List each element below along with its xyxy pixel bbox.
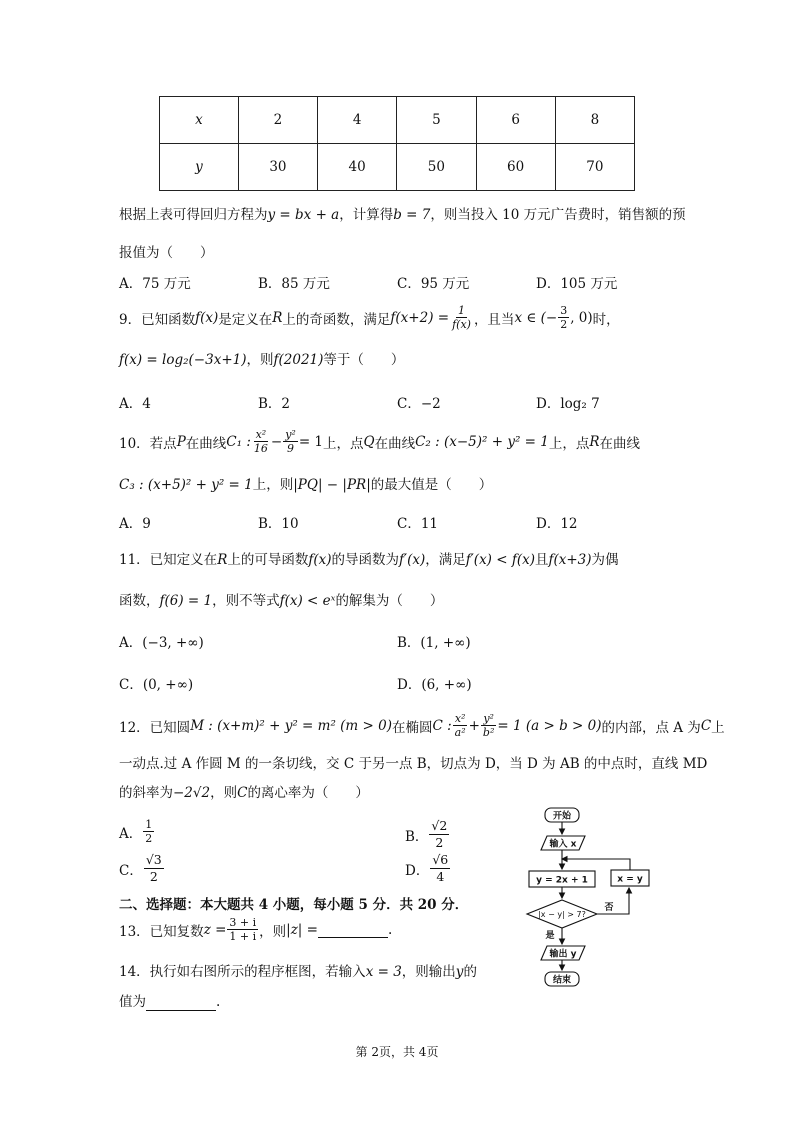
- q11-text: 为偶: [591, 552, 619, 568]
- q12-text: 的内部，点 A 为: [601, 719, 701, 736]
- option-fraction: [144, 852, 164, 885]
- q13-absz: |z| =: [286, 921, 318, 938]
- q9-text: 上的奇函数，满足: [282, 311, 391, 328]
- frac-num: x²: [454, 712, 466, 725]
- q11-fpx: f′(x): [399, 552, 426, 568]
- frac-den: b²: [482, 726, 495, 739]
- table-cell: 30: [238, 144, 317, 191]
- frac-den: 1 + i: [229, 930, 257, 943]
- q10-c2: C₂ : (x−5)² + y² = 1: [415, 433, 549, 450]
- q11-text: 上的可导函数: [227, 552, 309, 568]
- frac-den: 9: [287, 442, 294, 455]
- q12-fraction: [453, 712, 468, 739]
- frac-num: x²: [255, 428, 267, 441]
- q9-text: 9．已知函数: [119, 311, 196, 328]
- q12-option-c: [119, 852, 165, 885]
- q10-option-d: D．12: [536, 516, 578, 532]
- table-cell: 2: [238, 97, 317, 144]
- q12-text: 的离心率为（ ）: [247, 785, 369, 801]
- data-table: [159, 96, 635, 191]
- q11-r: R: [217, 552, 228, 568]
- q12-line2: 一动点.过 A 作圆 M 的一条切线，交 C 于另一点 B，切点为 D，当 D 为 AB 的中点时，直线 MD: [119, 756, 708, 772]
- q11-f6: f(6) = 1: [159, 593, 213, 609]
- frac-num: y²: [483, 712, 494, 725]
- q9-line2: [119, 348, 404, 368]
- q9-text: 时，: [592, 311, 620, 328]
- q12-line3: [119, 781, 369, 801]
- q8-option-c: C．95 万元: [397, 276, 470, 292]
- q13-fraction: [227, 916, 258, 943]
- q13-line: [119, 916, 392, 943]
- flow-no-label: 否: [604, 903, 614, 913]
- frac-num: 1: [458, 304, 465, 317]
- q13-text: .: [387, 921, 393, 938]
- q11-cond: f′(x) < f(x): [465, 552, 535, 568]
- table-header-x: x: [160, 97, 239, 144]
- q8-text: ，则当投入 10 万元广告费时，销售额的预: [430, 207, 686, 223]
- q9-text: 是定义在: [218, 311, 273, 328]
- q10-text: 在曲线: [599, 435, 641, 452]
- q11-fx3: f(x+3): [548, 552, 592, 568]
- q11-line1: [119, 548, 619, 568]
- table-cell: 60: [476, 144, 555, 191]
- flow-process-x-label: x = y: [617, 874, 643, 885]
- q14-line1: [119, 960, 477, 980]
- q9-option-d: D．log₂ 7: [536, 396, 600, 412]
- q10-text: 在曲线: [374, 435, 416, 452]
- q9-f2021: f(2021): [273, 352, 324, 368]
- q10-eq: = 1: [298, 433, 324, 450]
- frac-num: √6: [432, 852, 449, 867]
- flow-end-label: 结束: [552, 975, 572, 986]
- q11-text: 且: [534, 552, 549, 568]
- option-fraction: [143, 818, 154, 845]
- q10-c3: C₃ : (x+5)² + y² = 1: [119, 477, 253, 493]
- q9-fx: f(x): [195, 309, 219, 326]
- frac-den: a²: [454, 726, 466, 739]
- q10-r: R: [589, 433, 600, 450]
- table-header-y: y: [160, 144, 239, 191]
- q11-text: 函数，: [119, 593, 160, 609]
- q11-text: 的解集为（ ）: [335, 593, 444, 609]
- q14-line2: [119, 990, 220, 1011]
- q14-text: .: [216, 994, 221, 1010]
- q12-option-d: [405, 852, 451, 885]
- q9-formula: f(x) = log₂(−3x+1): [119, 352, 247, 368]
- q10-text: 上，则: [252, 477, 294, 493]
- q10-text: 在曲线: [185, 435, 227, 452]
- q9-fraction: [450, 304, 473, 331]
- option-fraction: [429, 818, 449, 851]
- q12-text: 的斜率为: [119, 785, 173, 801]
- flow-process-y-label: y = 2x + 1: [536, 875, 588, 886]
- q10-text: 上，点: [548, 435, 590, 452]
- q14-text: ，则输出: [401, 964, 456, 980]
- q12-text: 在椭圆: [391, 719, 433, 736]
- flow-decision-label: |x − y| > 7?: [538, 910, 586, 919]
- q10-p: P: [176, 433, 186, 450]
- q12-slope: −2√2: [173, 785, 211, 801]
- q14-y: y: [455, 964, 464, 980]
- frac-den: 2: [560, 318, 568, 331]
- q10-text: 上，点: [323, 435, 364, 452]
- q10-option-a: A．9: [119, 516, 151, 532]
- q10-c1: C₁ :: [226, 433, 251, 450]
- q12-option-a: [119, 818, 155, 845]
- q8-option-a: A．75 万元: [119, 276, 191, 292]
- q12-option-b: [405, 818, 450, 851]
- q10-fraction: [252, 428, 270, 455]
- q9-option-a: A．4: [119, 396, 151, 412]
- frac-num: y²: [285, 428, 296, 441]
- q9-cond: f(x+2) =: [390, 309, 450, 326]
- table-cell: 40: [318, 144, 397, 191]
- q8-b-value: b = 7: [393, 207, 431, 223]
- answer-blank[interactable]: [318, 921, 388, 938]
- q10-q: Q: [363, 433, 375, 450]
- q10-text: 的最大值是（ ）: [370, 477, 493, 493]
- q14-x3: x = 3: [365, 964, 402, 980]
- q8-line1: [119, 203, 686, 223]
- q11-line2: [119, 589, 443, 609]
- q9-option-c: C．−2: [397, 396, 441, 412]
- section-heading: 二、选择题：本大题共 4 小题，每小题 5 分．共 20 分．: [119, 897, 469, 913]
- frac-num: 3 + i: [229, 916, 257, 929]
- table-row: [160, 97, 635, 144]
- q11-text: 11．已知定义在: [119, 552, 218, 568]
- q12-text: 上: [711, 719, 725, 736]
- q10-line2: [119, 473, 492, 493]
- frac-num: 3: [560, 304, 568, 317]
- q12-m: M : (x+m)² + y² = m² (m > 0): [190, 717, 392, 734]
- q9-text: ，则: [246, 352, 274, 368]
- q12-text: 12．已知圆: [119, 719, 191, 736]
- frac-den: 2: [149, 869, 158, 884]
- q9-text: ，且当: [473, 311, 515, 328]
- frac-num: √3: [145, 852, 162, 867]
- q13-text: 13．已知复数: [119, 923, 204, 940]
- q9-interval-fraction: [558, 304, 569, 331]
- q13-text: ，则: [259, 923, 287, 940]
- q14-text: 的: [463, 964, 477, 980]
- q8-equation: y = bx + a: [267, 207, 340, 223]
- q10-option-b: B．10: [258, 516, 299, 532]
- q8-option-b: B．85 万元: [258, 276, 330, 292]
- q14-text: 值为: [119, 994, 146, 1010]
- table-cell: 50: [397, 144, 476, 191]
- q12-fraction: [481, 712, 496, 739]
- option-label: A．: [119, 825, 143, 842]
- table-cell: 70: [555, 144, 634, 191]
- q12-c: C :: [432, 717, 452, 734]
- option-label: C．: [119, 862, 143, 879]
- frac-num: 1: [145, 818, 153, 831]
- frac-num: √2: [431, 818, 448, 833]
- flowchart: [515, 802, 675, 990]
- q11-text: ，则不等式: [212, 593, 280, 609]
- flow-output-label: 输出 y: [549, 949, 577, 960]
- q12-eq: = 1 (a > b > 0): [497, 717, 602, 734]
- frac-den: 2: [145, 832, 153, 845]
- frac-den: 2: [435, 835, 444, 850]
- table-row: [160, 144, 635, 191]
- table-cell: 5: [397, 97, 476, 144]
- q11-fx: f(x): [308, 552, 332, 568]
- q10-minus: −: [270, 433, 283, 450]
- option-label: B．: [405, 828, 429, 845]
- q9-interval: x ∈ (−: [514, 309, 558, 326]
- q11-text: 的导函数为: [331, 552, 400, 568]
- q9-text: 等于（ ）: [323, 352, 405, 368]
- q12-c: C: [700, 717, 712, 734]
- q11-ineq: f(x) < eˣ: [279, 593, 336, 609]
- q10-option-c: C．11: [397, 516, 439, 532]
- page-footer: 第 2页，共 4页: [355, 1045, 439, 1059]
- flow-input-label: 输入 x: [549, 839, 577, 850]
- q9-r: R: [272, 309, 283, 326]
- q10-line1: [119, 428, 640, 455]
- q9-option-b: B．2: [258, 396, 291, 412]
- q12-c: C: [237, 785, 248, 801]
- frac-den: 4: [436, 869, 445, 884]
- q8-option-d: D．105 万元: [536, 276, 618, 292]
- q11-option-b: B．(1, +∞): [397, 635, 471, 651]
- q10-fraction: [283, 428, 298, 455]
- q9-interval: , 0): [570, 309, 593, 326]
- q11-text: ，满足: [425, 552, 466, 568]
- flow-yes-label: 是: [545, 931, 555, 941]
- q13-z: z =: [203, 921, 227, 938]
- q10-text: 10．若点: [119, 435, 177, 452]
- table-cell: 6: [476, 97, 555, 144]
- table-cell: 8: [555, 97, 634, 144]
- table-cell: 4: [318, 97, 397, 144]
- q10-expr: |PQ| − |PR|: [293, 477, 371, 493]
- q11-option-d: D．(6, +∞): [397, 677, 472, 693]
- flow-start-label: 开始: [552, 811, 572, 822]
- q11-option-a: A．(−3, +∞): [119, 635, 204, 651]
- q12-plus: +: [468, 717, 480, 734]
- q8-text: ，计算得: [339, 207, 394, 223]
- q9-line1: [119, 304, 620, 331]
- option-fraction: [430, 852, 450, 885]
- answer-blank[interactable]: [146, 994, 216, 1011]
- q14-text: 14．执行如右图所示的程序框图，若输入: [119, 964, 366, 980]
- frac-den: 16: [253, 442, 268, 455]
- q12-text: ，则: [210, 785, 238, 801]
- q12-line1: [119, 712, 725, 739]
- frac-den: f(x): [452, 318, 471, 331]
- q8-text: 根据上表可得回归方程为: [119, 207, 268, 223]
- option-label: D．: [405, 862, 430, 879]
- q11-option-c: C．(0, +∞): [119, 677, 194, 693]
- q8-line2: 报值为（ ）: [119, 245, 214, 261]
